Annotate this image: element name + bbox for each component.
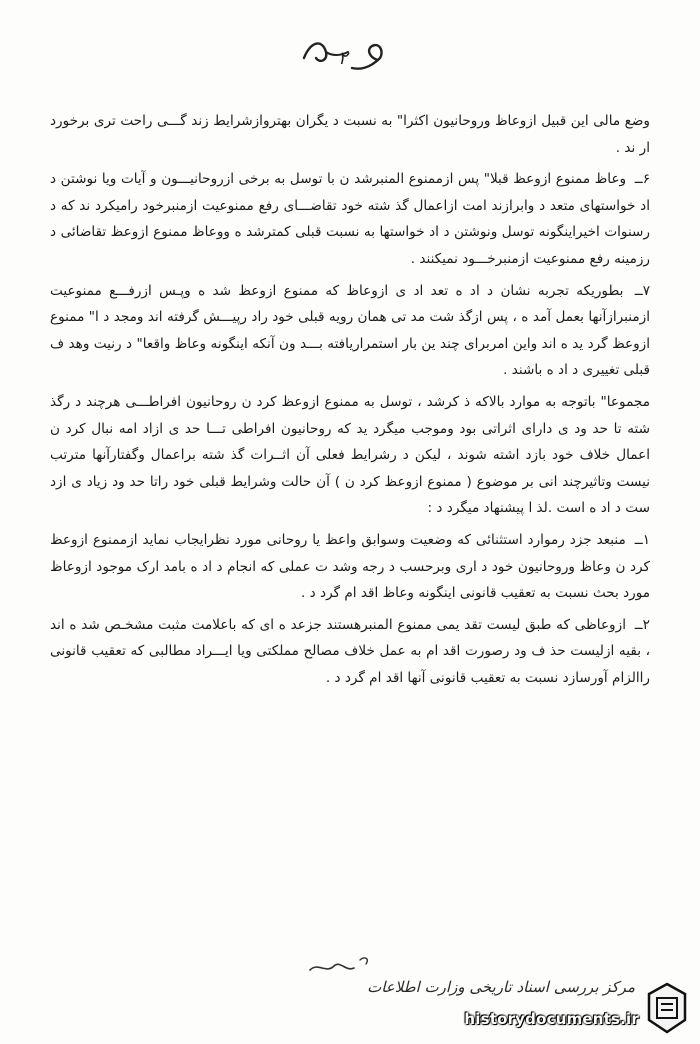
letter-body xyxy=(50,108,650,696)
paragraph-summary xyxy=(50,389,650,522)
paragraph-1 xyxy=(50,108,650,161)
recommendation-1 xyxy=(50,527,650,607)
paragraph-text: منبعد جزد رموارد استثنائی که وضعیت وسوابق واعظ یا روحانی مورد نظرایجاب نماید ازممنوع ازوعظ کرد ن وعاظ وروحانیون خود د اری وبرحسب د رجه وشد ت عملی که انجام د اد ه بامد ارک موجود ازوعاظ مورد بحث نسبت به تعقیب قانونی اینگونه وعاظ اقد ام گرد د . xyxy=(50,531,650,602)
archive-website: historydocuments.ir xyxy=(464,1010,639,1028)
paragraph-6 xyxy=(50,166,650,272)
page-number: ۲ xyxy=(338,48,348,69)
paragraph-number: ۶ــ xyxy=(634,171,650,188)
archive-logo-icon xyxy=(643,980,691,1036)
archive-name: مرکز بررسی اسناد تاریخی وزارت اطلاعات xyxy=(367,978,635,996)
paragraph-number: ۷ــ xyxy=(634,282,651,299)
paragraph-text: ازوعاظی که طبق لیست تقد یمی ممنوع المنبرهستند جزعد ه ای که باعلامت مثبت مشخـص شد ه اند ، بقیه ازلیست حذ ف ود رصورت اقد ام به عمل خلاف مصالح مملکتی ویا ایـــراد مطالبی که تعقیب قانونی راالزام آورسازد نسبت به تعقیب قانونی آنها اقد ام گرد د . xyxy=(50,616,650,686)
paragraph-number: ۱ــ xyxy=(634,531,650,548)
archive-watermark xyxy=(255,974,695,1044)
paragraph-text: بطوریکه تجربه نشان د اد ه تعد اد ی ازوعاظ که ممنوع ازوعظ شد ه وپـس ازرفـــع ممنوعیت ازمنبرازآنها بعمل آمد ه ، پس ازگذ شت مد تی همان رویه قبلی خود راد رپیـــش گرفته اند ومجد د ا" ممنوع ازوعظ گرد ید ه اند واین امربرای چند ین بار استمراریافته بـــد ون آنکه اینگونه وعاظ واقعا" د رنیت وهد ف قبلی تغییری د اد ه باشند . xyxy=(50,282,650,379)
paragraph-7 xyxy=(50,278,650,384)
paragraph-text: وعاظ ممنوع ازوعظ قبلا" پس ازممنوع المنبرشد ن با توسل به برخی ازروحانیـــون و آیات ویا نوشتن د اد خواستهای متعد د وابرازند امت ازاعمال گذ شته خود تقاضـــای رفع ممنوعیت ازمنبرخود رامیکرد ند که د رسنوات اخیراینگونه توسل ونوشتن د اد خواستها به نسبت قبلی کمترشد ه ووعاظ ممنوع ازوعظ تقاضائی د رزمینه رفع ممنوعیت ازمنبرخـــود نمیکنند . xyxy=(50,171,650,267)
page-header-mark xyxy=(300,28,390,78)
recommendation-2 xyxy=(50,612,650,692)
paragraph-text: مجموعا" باتوجه به موارد بالاکه ذ کرشد ، توسل به ممنوع ازوعظ کرد ن روحانیون افراطـــی هرچند د رگذ شته تا حد ود ی دارای اثراتی بود وموجب میگرد ید که روحانیون افراطی تـــا حد ی ازاد امه نبال کرد ن اعمال خلاف خود بازد اشته شوند ، لیکن د رشرایط فعلی آن اثــرات گذ شته براعمال وگفتارآنها مترتب نیست وتاثیرچند انی بر موضوع ( ممنوع ازوعظ کرد ن ) آن حالت وشرایط قبلی خود راتا حد ود زیاد ی ازد ست د اد ه است .لذ ا پیشنهاد میگرد د : xyxy=(50,393,650,517)
paragraph-number: ۲ــ xyxy=(634,616,650,633)
paragraph-text: وضع مالی این قبیل ازوعاظ وروحانیون اکثرا" به نسبت د یگران بهتروازشرایط زند گـــی راحت تری برخورد ار ند . xyxy=(50,113,650,156)
